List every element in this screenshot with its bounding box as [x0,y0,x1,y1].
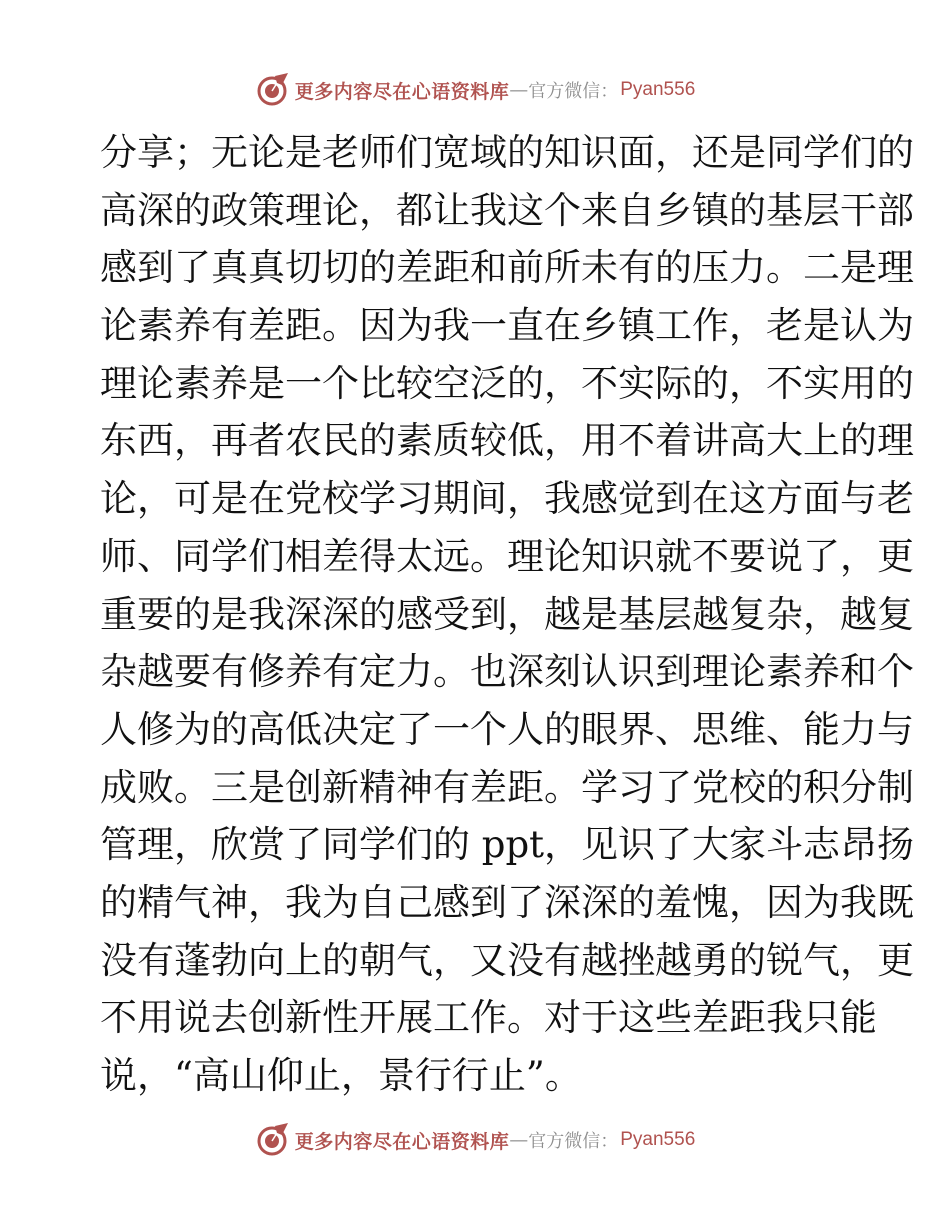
text-line: 师、同学们相差得太远。理论知识就不要说了，更 [100,534,914,578]
text-line: 论，可是在党校学习期间，我感觉到在这方面与老 [100,477,914,521]
text-line: 的精气神，我为自己感到了深深的羞愧，因为我既 [100,880,914,924]
header-wechat-id: Pyan556 [620,79,696,100]
text-line: 成败。三是创新精神有差距。学习了党校的积分制 [100,765,914,809]
text-line: 人修为的高低决定了一个人的眼界、思维、能力与 [100,707,914,751]
text-line: 论素养有差距。因为我一直在乡镇工作，老是认为 [100,304,914,348]
text-line: 分享；无论是老师们宽域的知识面，还是同学们的 [100,131,914,174]
text-line: 高深的政策理论，都让我这个来自乡镇的基层干部 [100,188,914,232]
text-line: 杂越要有修养有定力。也深刻认识到理论素养和个 [100,650,914,694]
pen-nib-logo-icon [255,72,291,108]
text-line: 重要的是我深深的感受到，越是基层越复杂，越复 [100,592,914,636]
header-dash: — [509,79,529,101]
text-line: 理论素养是一个比较空泛的，不实际的，不实用的 [100,361,914,405]
footer-site-name: 更多内容尽在心语资料库 [294,1130,510,1153]
text-line-last: 说，“高山仰止，景行行止”。 [100,1054,582,1097]
text-line: 东西，再者农民的素质较低，用不着讲高大上的理 [100,419,914,463]
header-wechat-label: 官方微信： [528,81,619,102]
body-text [100,124,914,1105]
pen-nib-logo-icon [255,1122,291,1158]
text-line: 没有蓬勃向上的朝气，又没有越挫越勇的锐气，更 [100,938,914,982]
text-line: 不用说去创新性开展工作。对于这些差距我只能 [100,996,877,1040]
header-banner [0,70,950,110]
footer-wechat-label: 官方微信： [528,1131,619,1152]
footer-dash: — [509,1129,529,1151]
text-line: 感到了真真切切的差距和前所未有的压力。二是理 [100,246,914,290]
footer-wechat-id: Pyan556 [620,1129,696,1150]
text-line: 管理，欣赏了同学们的 ppt，见识了大家斗志昂扬 [100,823,914,867]
header-site-name: 更多内容尽在心语资料库 [294,80,510,103]
footer-banner [0,1120,950,1160]
